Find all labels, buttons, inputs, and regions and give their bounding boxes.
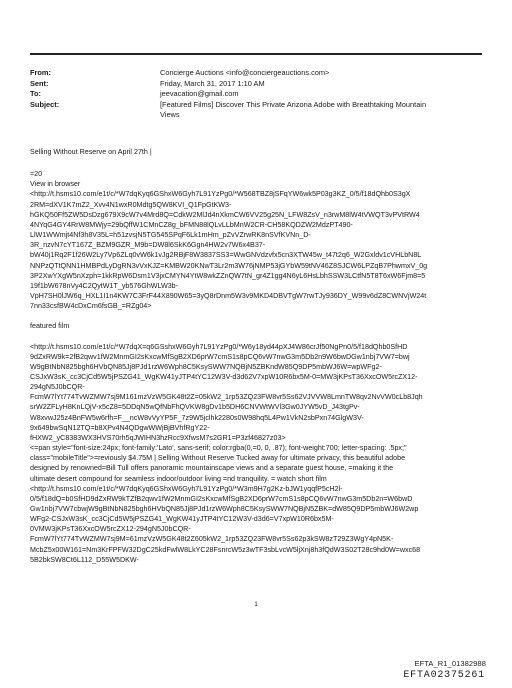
efta-id: EFTA02375261 <box>403 670 485 681</box>
to-label: To: <box>30 89 41 99</box>
featured-film-block <box>30 342 482 565</box>
from-value: Concierge Auctions <info@conciergeauctions.com> <box>160 68 330 77</box>
document-id: EFTA_R1_01382988 <box>414 659 486 668</box>
sent-label: Sent: <box>30 78 49 88</box>
url-line: 3R_nzvN7cYT167Z_BZM9GZR_M9b=DW8l6SkK6Ggn4HW2v7W6x4B37- <box>30 241 266 250</box>
url-line: VpH7SH0lJW6q_HXL1I1n4KW7C3FrF44X890W65=3yQ8rDnm5W3v9MKD4DBVTgW7rwTJy936DY_W99v6dZ8CWNVjW24t <box>30 292 427 301</box>
email-header <box>30 68 482 121</box>
url-line: bW40j1Rq2F1f26W2Ly7Vp6ZLq0vW6k1vJg2RBjF8W3837SS3=WwGNVdzvfx5cn3XTW45w_t47t2q6_W2Gxldv1cVHLbN8L <box>30 251 422 260</box>
body-line: WFg2-CSJxW3sK_cc3CjCd5W5jPSZG41_WgKW41yJTP4tYC12W3V-d3d6=V7xpW10R6bx5M- <box>30 515 334 524</box>
page-number: 1 <box>254 601 258 608</box>
body-line: 5B2bkSW8Ct6L112_D55W5DKW- <box>30 555 139 564</box>
body-line: W9gBtNbN825bgh6HVbQN85Jj8PJd1rzW6Wph8C5KsySWW7NQBjN5ZBKndW85Q9DP5mbWJ6W=wpWFg2- <box>30 362 382 371</box>
tracking-url-block[interactable] <box>30 189 482 311</box>
body-line: Gw1nbj7VW7cbwjW9gBtNbN825bgh6HVbQN85Jj8PJd1rzW6Wph8C5KsySWW7NQBjN5ZBK=dW85Q9DP5mbWJ6W2wp <box>30 505 419 513</box>
body-line: FcmW7lYt774TvWZMW7sj9M=61mzVzW5GK48t2Z605kW2_1rp53ZQ23FW8vr5Ss62p3kSW8zT29Z3WgY4pN5K- <box>30 535 394 544</box>
featured-film-heading: featured film <box>30 322 70 331</box>
body-line: ultimate desert compound for seamless indoor/outdoor living =nd tranquility. = watch short film <box>30 474 327 483</box>
body-line: class="mobileTitle">=reviously $4.75M | Selling Without Reserve Tucked away for ultimate privacy, this beautiful adobe <box>30 454 406 463</box>
view-in-browser-link[interactable]: View in browser <box>30 180 81 189</box>
sent-row <box>30 79 482 90</box>
sent-value: Friday, March 31, 2017 1:10 AM <box>160 78 265 88</box>
email-body <box>30 147 482 565</box>
url-line: 7nn33csfBW4cDxCm6fsGB_=RZg04> <box>30 302 152 311</box>
body-line: 0/5/f18dQ=b0SfHD9dZxRW9kTZfB2qwv1fW2MnmGI2sKxcwMfSgB2XD6prW7cmS1s8pCQ6vW7nwG3m5Db2n=W6bwD <box>30 494 413 503</box>
url-line: <http://t.hsms10.com/e1t/c/*W7dqKyq6GShxW6Gyh7L91YzPg0/*W568TBZ8jSFqYW6wk5P03g3KZ_0/5/f18dQhb0S3gX <box>30 190 411 199</box>
header-divider <box>30 53 482 55</box>
body-line: fHXW2_yC8383WX3HVS70rh5qJWIHN3hzRcc9XfwsM7s2GR1=P3zf46827z03> <box>30 433 286 442</box>
subject-line-1: [Featured Films] Discover This Private Arizona Adobe with Breathtaking Mountain <box>160 99 427 109</box>
body-line: McbZ5x00W161=Nm3KrFPFW32DgC25kdFwlW8LkYC28FsnrcW5z3wTF3sbLvcW5ljXnj8h3fQdW3S02T28c9hd0W=wxc68 <box>30 545 421 554</box>
to-value: jeevacation@gmail.com <box>160 89 239 99</box>
body-line: srW2ZFLyH8KnLQjV-x5cZ8=5DDqN5wQfNbFhQVKW8gDv1b5DH6CNVWtWVl3Gw0JYW5vD_J43tgPv- <box>30 403 360 412</box>
url-line: 19f1bW678nVy4C2QytW1T_yb576GhWLW3b- <box>30 281 179 290</box>
body-line: FcmW7lYt774TvWZMW7sj9M161mzVzW5GK48t2Z=05kW2_1rp53ZQ23FW8vr5Ss62VJVVW8LmnTW8qv2NvVW0cLb8Jqh <box>30 393 423 402</box>
body-line: CSJxW3sK_cc3CjCd5W5jPSZG41_WgKW41yJTP4tYC12W3V-d3d62V7xpW10R6bx5M-0=MW3jKPsT36XxcOW5rcZX12- <box>30 372 418 381</box>
body-line: <http://t.hsms10.com/e1t/c/*W7dqKyq6GShxW6Gyh7L91YzPg0/*W3m9H7g2Kz-bJW1yqqfP5cH2l- <box>30 484 343 493</box>
from-label: From: <box>30 68 51 77</box>
to-row <box>30 89 482 100</box>
body-line: <http://t.hsms10.com/e1t/c/*W7dqX=q6GSshxW6Gyh7L91YzPg0/*W6y18yd44pXJ4W86crJf50NgPn0/5/f18dQhb0SfHD <box>30 342 408 351</box>
body-line: 294gN5J0bCQR- <box>30 383 85 392</box>
url-line: LlW1WWmjt4Nf3h8V35L=h51zvsjN5TG545SPqF6Lk1mHm_pZvVZrwRK8nSVfKVNn_D- <box>30 231 311 240</box>
soft-break-marker: =20 <box>30 170 43 179</box>
from-row <box>30 68 482 79</box>
preheader-text: Selling Without Reserve on April 27th | <box>30 148 152 156</box>
body-line: 9dZxRW9k=2fB2qwv1fW2MnmGI2sKxcwMfSgB2XD6prW7cmS1s8pCQ6vW7nwG3m5Db2n9W6bwDGw1nbj7VW7=bwj <box>30 352 410 361</box>
subject-line-2: Views <box>160 110 180 120</box>
body-line: <=pan style="font-size:24px; font-family:'Lato', sans-serif; color:rgba(0,=0, 0, .87); font-weight:700; letter-spacing: .5px;" <box>30 444 407 453</box>
url-line: 2RM=dXV1K7mZ2_Xvv4N1wxR0Mdtg5QW8KVI_Q1FpGtKW3- <box>30 200 232 209</box>
url-line: 4NYqG4GY4RrW8MWjy=29bQffW1CMnCZ8g_bFMN88lQLvLLbMnW2CR-CH58KQDZW2MdzPT490- <box>30 220 353 229</box>
subject-row <box>30 100 482 121</box>
body-line: W8xvwJ25z4BnFW5w6rfh=F__ncW8vVyYP5F_7z9W5jclhk2280s0W98hq5L4Pw1VkN2sbPxn74GlgW3V- <box>30 413 364 422</box>
url-line: NNPzQTtQNN1HMBPdLyDgRN3vVxKJZ=KMBW20KNwT3Lr2m3W76jNMP53jGYbW59tNV46Z8SJCW6LPZqB7PhwmxV_0g <box>30 261 428 270</box>
subject-value <box>160 100 482 121</box>
subject-label: Subject: <box>30 99 60 109</box>
body-line: 9x649bwSqN12TQ=b8XPv4N4QDgwWWjBjBVhfRgY22- <box>30 423 210 432</box>
url-line: hGKQ50Ff5ZW5DsDzg679X9cW7v4Mrd8Q=CdkW2MlJd4nXkmCW6VV25g25N_LFW8ZsV_n3rwM8lW4tVWQT3vPVtRW4 <box>30 210 420 219</box>
url-line: 3P2XwYXgW5nXzph=1kkRpW6Dsm1V3jxCMYN4YtW8wkZZnQW7tN_gr4Z1gg4N6yL6HsLbhSSW3LCtfN5T8T6xW6Fjm8=5 <box>30 271 426 280</box>
body-line: designed by renowned=Bill Tull offers panoramic mountainscape views and a separate guest house, =making it the <box>30 464 394 473</box>
body-line: 0VMW3jKPsT36XxcOW5rcZX12-294gN5J0bCQR- <box>30 525 191 534</box>
